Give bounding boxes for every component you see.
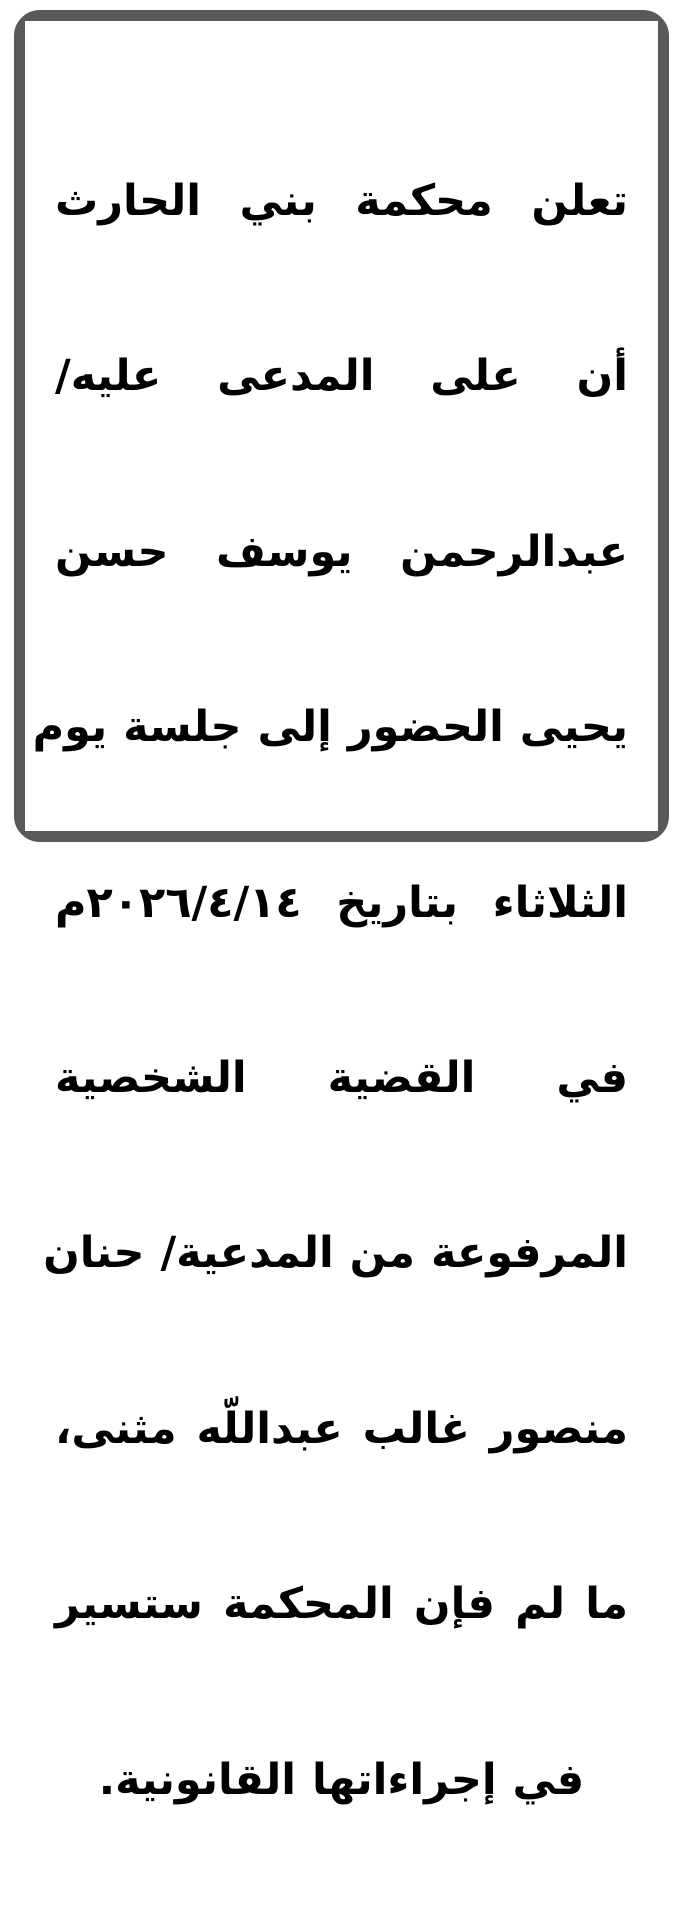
notice-line: في القضية الشخصية (55, 1052, 628, 1103)
notice-body (25, 21, 658, 1805)
notice-border-frame (14, 10, 669, 1805)
notice-text-block (32, 55, 628, 1926)
notice-line: أن على المدعى عليه/ (55, 351, 628, 402)
notice-line: في إجراءاتها القانونية. (98, 1754, 585, 1805)
notice-line: عبدالرحمن يوسف حسن (55, 526, 628, 577)
notice-line: ما لم فإن المحكمة ستسير (55, 1579, 628, 1630)
notice-line: منصور غالب عبداللّه مثنى، (55, 1403, 628, 1454)
notice-line: المرفوعة من المدعية/ حنان (43, 1228, 628, 1279)
notice-line: تعلن محكمة بني الحارث (55, 175, 628, 226)
notice-line: الثلاثاء بتاريخ ٢٠٢٦/٤/١٤م (55, 877, 628, 928)
notice-line: يحيى الحضور إلى جلسة يوم (32, 702, 628, 753)
